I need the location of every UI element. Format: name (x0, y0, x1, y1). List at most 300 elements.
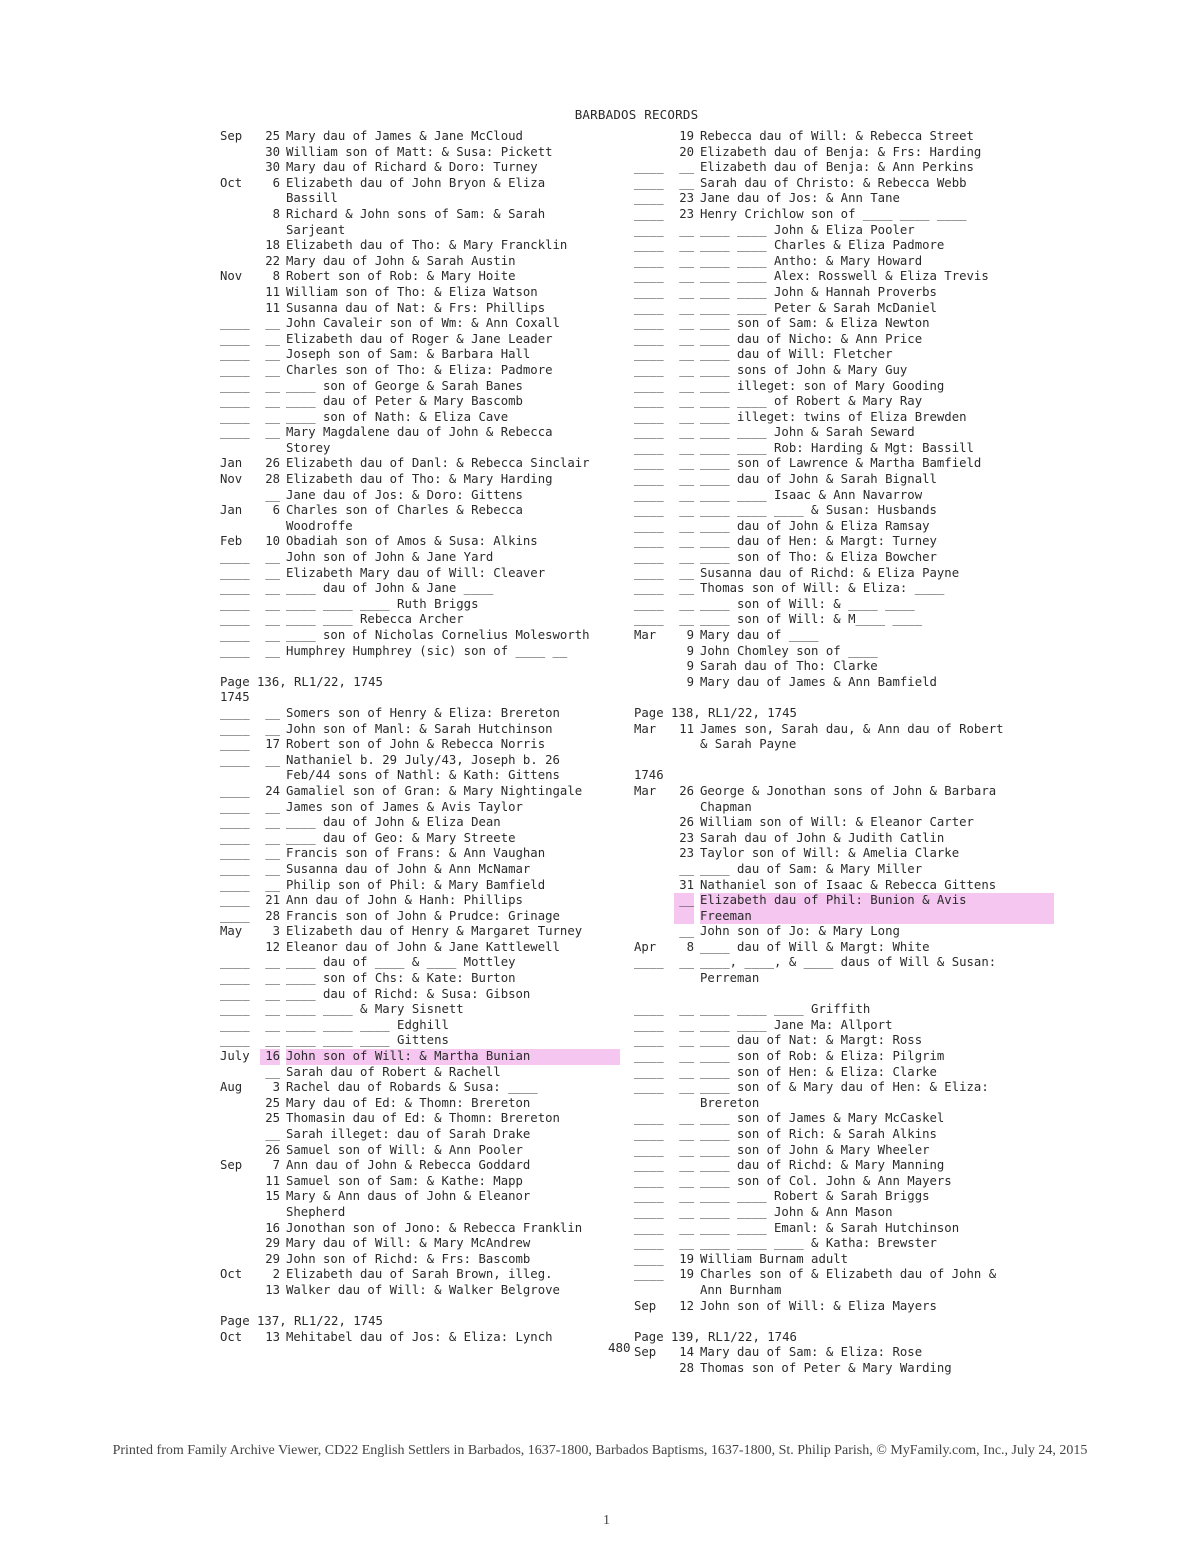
record-day (674, 1283, 694, 1299)
record-text: Mary dau of Will: & Mary McAndrew (286, 1236, 531, 1251)
record-line (220, 815, 620, 831)
page-reference-line (634, 706, 1054, 722)
record-text: ____ dau of Will: Fletcher (700, 347, 893, 362)
record-month: ____ (634, 1158, 664, 1173)
record-month: ____ (634, 1236, 664, 1251)
record-month: ____ (634, 175, 664, 190)
record-text: Ann Burnham (700, 1282, 782, 1297)
record-text: William son of Tho: & Eliza Watson (286, 284, 538, 299)
record-day: 29 (265, 1236, 280, 1251)
record-day (674, 971, 694, 987)
record-month (634, 893, 674, 909)
record-text: Sarah illeget: dau of Sarah Drake (286, 1127, 531, 1141)
record-text: ____ ____ Jane Ma: Allport (700, 1017, 893, 1032)
record-line (634, 456, 1054, 472)
record-text: James son, Sarah dau, & Ann dau of Robert (700, 721, 1004, 736)
record-text: Woodroffe (286, 518, 353, 533)
record-text: ____ son of John & Mary Wheeler (700, 1142, 930, 1157)
record-day (260, 1205, 280, 1221)
record-day: __ (679, 222, 694, 237)
record-text: Thomasin dau of Ed: & Thomn: Brereton (286, 1111, 560, 1126)
record-line (634, 924, 1054, 940)
record-day: 12 (265, 939, 280, 954)
record-month (220, 1205, 260, 1221)
record-text: ____ son of James & Mary McCaskel (700, 1111, 945, 1126)
record-day: __ (265, 830, 280, 845)
record-month: ____ (220, 316, 250, 331)
record-line (634, 410, 1054, 426)
page-reference-line (634, 768, 1054, 784)
record-month (634, 800, 674, 816)
record-text: Elizabeth dau of Danl: & Rebecca Sinclair (286, 456, 590, 471)
record-line (220, 1127, 620, 1143)
record-line (220, 753, 620, 769)
record-text: ____ ____ Antho: & Mary Howard (700, 253, 923, 268)
record-line (220, 301, 620, 317)
record-day (674, 753, 694, 769)
record-line (220, 955, 620, 971)
record-month: ____ (634, 1220, 664, 1235)
record-day: 20 (679, 144, 694, 159)
record-month (220, 1252, 260, 1268)
blank-line (220, 659, 620, 675)
record-day: 12 (679, 1298, 694, 1313)
record-text: John Chomley son of ____ (700, 643, 878, 658)
record-line (220, 846, 620, 862)
record-text: ____ ____ John & Sarah Seward (700, 425, 915, 440)
record-month: ____ (220, 1033, 250, 1048)
record-line (634, 862, 1054, 878)
record-day: __ (679, 1127, 694, 1141)
record-month: ____ (220, 783, 250, 798)
record-text: ____ ____ Alex: Rosswell & Eliza Trevis (700, 269, 989, 284)
record-line (220, 550, 620, 566)
record-month: ____ (634, 612, 664, 627)
record-day: __ (265, 394, 280, 409)
record-line (220, 644, 620, 660)
record-line (634, 269, 1054, 285)
record-day: __ (265, 378, 280, 393)
record-month: ____ (220, 861, 250, 876)
record-day: 8 (272, 206, 280, 221)
record-day: __ (265, 487, 280, 502)
record-month: Jan (220, 456, 243, 471)
record-line (634, 347, 1054, 363)
record-line (634, 581, 1054, 597)
record-line (634, 1033, 1054, 1049)
record-day: __ (679, 1158, 694, 1173)
record-month (634, 831, 674, 847)
record-month: ____ (220, 550, 250, 565)
record-text: John son of Jo: & Mary Long (700, 924, 900, 939)
record-text: Sarah dau of Robert & Rachell (286, 1064, 501, 1079)
record-text: ____ son of Hen: & Eliza: Clarke (700, 1064, 937, 1079)
record-text: Jane dau of Jos: & Doro: Gittens (286, 487, 523, 502)
record-text: ____ dau of Richd: & Susa: Gibson (286, 986, 531, 1001)
record-day: __ (679, 487, 694, 502)
record-line (634, 893, 1054, 909)
record-line (634, 1221, 1054, 1237)
record-month (634, 924, 674, 940)
record-text: Mary dau of Ed: & Thomn: Brereton (286, 1095, 531, 1110)
page-reference-text: 1746 (634, 768, 664, 783)
record-text (286, 1299, 620, 1315)
record-line (220, 628, 620, 644)
record-month: ____ (634, 534, 664, 549)
record-line (220, 207, 620, 223)
record-line (220, 831, 620, 847)
record-month (220, 940, 260, 956)
record-line (634, 285, 1054, 301)
record-month: ____ (634, 1080, 664, 1095)
record-line (220, 597, 620, 613)
blank-line (220, 1299, 620, 1315)
record-day: __ (679, 331, 694, 346)
record-line (634, 519, 1054, 535)
record-line (220, 940, 620, 956)
record-month: ____ (634, 1033, 664, 1048)
record-day: __ (679, 565, 694, 580)
record-day: 23 (679, 830, 694, 845)
record-day: __ (679, 503, 694, 518)
record-month (220, 1221, 260, 1237)
record-day: 9 (686, 643, 694, 658)
record-line (220, 254, 620, 270)
record-line (220, 503, 620, 519)
record-day: 26 (679, 815, 694, 830)
record-text: ____ dau of John & Eliza Dean (286, 815, 501, 830)
record-day: __ (679, 955, 694, 970)
record-day: __ (679, 362, 694, 377)
record-line (220, 394, 620, 410)
record-month: ____ (634, 222, 664, 237)
record-day: 19 (679, 1267, 694, 1282)
record-line (220, 909, 620, 925)
record-day: __ (265, 362, 280, 377)
record-month: Mar (634, 721, 657, 736)
record-month: ____ (634, 1049, 664, 1064)
record-day: 30 (265, 160, 280, 175)
record-line (220, 1221, 620, 1237)
record-text: John son of Richd: & Frs: Bascomb (286, 1251, 531, 1266)
record-month (220, 1283, 260, 1299)
record-text: Samuel son of Will: & Ann Pooler (286, 1142, 523, 1157)
record-line (220, 488, 620, 504)
record-line (220, 1330, 620, 1346)
record-line (634, 1018, 1054, 1034)
record-day: __ (679, 394, 694, 409)
record-month: ____ (634, 300, 664, 315)
record-line (634, 1158, 1054, 1174)
document-title: BARBADOS RECORDS (574, 107, 699, 122)
record-text: William son of Will: & Eleanor Carter (700, 815, 974, 830)
record-line (634, 1143, 1054, 1159)
record-line (634, 394, 1054, 410)
record-day: 6 (272, 503, 280, 518)
page-reference-line (220, 690, 620, 706)
record-text (286, 659, 620, 675)
record-day: 11 (265, 1173, 280, 1188)
print-footer: Printed from Family Archive Viewer, CD22 English Settlers in Barbados, 1637-1800, Barbados Baptisms, 1637-1800, St. Philip Parish, © MyFamily.com, Inc., July 24, 2015 (112, 1443, 1088, 1458)
record-month: ____ (220, 705, 250, 720)
record-text: Sarah dau of John & Judith Catlin (700, 830, 945, 845)
record-day (674, 909, 694, 925)
record-day: __ (265, 628, 280, 642)
record-month: ____ (634, 487, 664, 502)
record-day: __ (265, 550, 280, 565)
page-reference-text: Page 136, RL1/22, 1745 (220, 674, 383, 689)
record-text: George & Jonothan sons of John & Barbara (700, 783, 997, 798)
record-month: ____ (220, 752, 250, 767)
record-month: ____ (220, 1002, 250, 1017)
record-day: 28 (265, 472, 280, 487)
record-text: Chapman (700, 799, 752, 814)
record-line (220, 332, 620, 348)
record-month (220, 223, 260, 239)
record-line (220, 191, 620, 207)
record-day: __ (679, 1064, 694, 1079)
record-day: 3 (272, 924, 280, 939)
record-text: Charles son of Tho: & Eliza: Padmore (286, 362, 553, 377)
record-text: ____ ____ ____ & Katha: Brewster (700, 1236, 937, 1251)
record-line (634, 722, 1054, 738)
record-text: ____ ____ Isaac & Ann Navarrow (700, 487, 923, 502)
record-line (634, 1049, 1054, 1065)
record-month: ____ (634, 284, 664, 299)
record-day: 29 (265, 1251, 280, 1266)
record-line (220, 737, 620, 753)
record-line (220, 269, 620, 285)
record-day (260, 519, 280, 535)
record-line (220, 285, 620, 301)
record-text (700, 753, 1054, 769)
record-line (220, 238, 620, 254)
record-month: ____ (634, 1111, 664, 1126)
record-text: John son of Will: & Martha Bunian (286, 1049, 620, 1065)
record-day: 10 (265, 534, 280, 549)
record-text: Gamaliel son of Gran: & Mary Nightingale (286, 783, 583, 798)
record-day: __ (679, 440, 694, 455)
record-day: __ (265, 409, 280, 424)
record-month: Aug (220, 1080, 243, 1095)
record-text: Francis son of John & Prudce: Grinage (286, 908, 560, 923)
record-month (634, 971, 674, 987)
record-text (700, 1314, 1054, 1330)
record-text: ____ son of Nath: & Eliza Cave (286, 409, 509, 424)
record-month: ____ (220, 986, 250, 1001)
record-month: ____ (634, 456, 664, 471)
record-line (634, 831, 1054, 847)
record-day: 25 (265, 1095, 280, 1110)
record-month (220, 145, 260, 161)
record-month (220, 238, 260, 254)
record-line (634, 1267, 1054, 1283)
sheet-number: 1 (603, 1513, 610, 1528)
record-month: ____ (220, 628, 250, 642)
record-day: __ (679, 253, 694, 268)
record-line (220, 363, 620, 379)
record-day (674, 1314, 694, 1330)
record-day: 23 (679, 206, 694, 221)
record-line (634, 472, 1054, 488)
record-text: Henry Crichlow son of ____ ____ ____ (700, 206, 967, 221)
record-month: ____ (634, 409, 664, 424)
record-month: Feb (220, 534, 243, 549)
record-line (220, 534, 620, 550)
record-line (634, 316, 1054, 332)
record-month: ____ (634, 331, 664, 346)
record-text: Perreman (700, 971, 760, 986)
record-text: Mary dau of Richard & Doro: Turney (286, 160, 538, 175)
record-text: Elizabeth dau of Benja: & Frs: Harding (700, 144, 982, 159)
record-day: __ (679, 581, 694, 596)
record-line (634, 1345, 1054, 1361)
record-text: ____ dau of Sam: & Mary Miller (700, 861, 923, 876)
record-line (220, 1283, 620, 1299)
record-text: Mary Magdalene dau of John & Rebecca (286, 425, 553, 440)
record-line (634, 846, 1054, 862)
record-text: Robert son of Rob: & Mary Hoite (286, 269, 516, 284)
record-month: Sep (220, 129, 243, 143)
record-month (220, 1111, 260, 1127)
record-text: ____ ____ Emanl: & Sarah Hutchinson (700, 1220, 960, 1235)
record-month (220, 768, 260, 784)
record-day: 26 (679, 783, 694, 798)
record-line (634, 878, 1054, 894)
record-line (220, 456, 620, 472)
record-day: __ (265, 1064, 280, 1079)
record-text: Samuel son of Sam: & Kathe: Mapp (286, 1173, 523, 1188)
record-month: ____ (634, 253, 664, 268)
record-month: Sep (634, 1298, 657, 1313)
record-text: Elizabeth dau of Tho: & Mary Francklin (286, 238, 568, 253)
record-text: Shepherd (286, 1204, 346, 1219)
record-month: ____ (220, 815, 250, 830)
record-day: 11 (265, 300, 280, 315)
record-line (634, 441, 1054, 457)
record-month: ____ (220, 971, 250, 986)
record-day: __ (679, 300, 694, 315)
record-month (220, 519, 260, 535)
record-day: __ (679, 456, 694, 471)
record-month (220, 488, 260, 504)
record-line (634, 1002, 1054, 1018)
record-text: Elizabeth dau of Benja: & Ann Perkins (700, 160, 974, 175)
record-month: ____ (220, 893, 250, 908)
record-line (220, 878, 620, 894)
record-text: ____ ____ ____ Griffith (700, 1002, 871, 1017)
record-day: __ (679, 612, 694, 627)
record-text: ____ ____ Charles & Eliza Padmore (700, 238, 945, 253)
blank-line (634, 753, 1054, 769)
record-line (220, 1205, 620, 1221)
record-line (634, 176, 1054, 192)
record-line (220, 1236, 620, 1252)
record-day: __ (265, 799, 280, 814)
record-text: Mary dau of ____ (700, 628, 819, 642)
record-month: ____ (220, 799, 250, 814)
record-month (634, 846, 674, 862)
record-line (220, 1018, 620, 1034)
record-day: __ (679, 924, 694, 939)
record-line (220, 1174, 620, 1190)
record-day: 26 (265, 456, 280, 471)
record-text: Susanna dau of Nat: & Frs: Phillips (286, 300, 546, 315)
record-month: ____ (220, 378, 250, 393)
record-line (634, 223, 1054, 239)
record-text: Elizabeth Mary dau of Will: Cleaver (286, 565, 546, 580)
record-day: 18 (265, 238, 280, 253)
record-day: 25 (265, 129, 280, 143)
record-month (634, 1314, 674, 1330)
record-text: ____ illeget: son of Mary Gooding (700, 378, 945, 393)
record-month: ____ (634, 565, 664, 580)
record-line (634, 1127, 1054, 1143)
record-day: __ (679, 409, 694, 424)
record-line (220, 410, 620, 426)
record-line (220, 862, 620, 878)
record-day: 9 (686, 659, 694, 674)
record-day: __ (265, 1127, 280, 1141)
record-text: James son of James & Avis Taylor (286, 799, 523, 814)
record-line (634, 550, 1054, 566)
record-line (634, 909, 1054, 925)
record-line (634, 1080, 1054, 1096)
record-line (634, 628, 1054, 644)
record-text: Susanna dau of John & Ann McNamar (286, 861, 531, 876)
blank-line (634, 690, 1054, 706)
record-month: ____ (220, 596, 250, 611)
record-text: ____ son of Will: & M____ ____ (700, 612, 923, 627)
record-line (634, 737, 1054, 753)
record-day: __ (265, 643, 280, 658)
record-text: Humphrey Humphrey (sic) son of ____ __ (286, 643, 568, 658)
record-month: ____ (634, 1204, 664, 1219)
record-line (634, 971, 1054, 987)
record-text: ____ ____ of Robert & Mary Ray (700, 394, 923, 409)
record-text (700, 987, 1054, 1003)
record-text: Obadiah son of Amos & Susa: Alkins (286, 534, 538, 549)
record-month: ____ (634, 472, 664, 487)
page-reference-line (220, 675, 620, 691)
record-text: Robert son of John & Rebecca Norris (286, 737, 546, 752)
record-text: ____ dau of John & Eliza Ramsay (700, 518, 930, 533)
record-month: ____ (220, 846, 250, 861)
record-day (674, 800, 694, 816)
record-day: __ (265, 331, 280, 346)
record-line (634, 1189, 1054, 1205)
record-day: 24 (265, 783, 280, 798)
record-text: Francis son of Frans: & Ann Vaughan (286, 846, 546, 861)
record-month (220, 285, 260, 301)
record-day: __ (265, 425, 280, 440)
left-column (220, 129, 620, 1345)
record-month: Oct (220, 1329, 243, 1344)
record-line (220, 129, 620, 145)
record-line (634, 940, 1054, 956)
record-day: __ (679, 1017, 694, 1032)
record-text: ____ ____ Rob: Harding & Mgt: Bassill (700, 440, 974, 455)
record-month: ____ (634, 378, 664, 393)
record-day: __ (265, 721, 280, 736)
record-day: 28 (679, 1360, 694, 1375)
record-day: 25 (265, 1111, 280, 1126)
record-line (634, 784, 1054, 800)
record-month: ____ (634, 316, 664, 331)
record-text: ____ ____ & Mary Sisnett (286, 1002, 464, 1017)
record-text: Mary dau of James & Jane McCloud (286, 129, 523, 143)
record-month: ____ (634, 955, 664, 970)
